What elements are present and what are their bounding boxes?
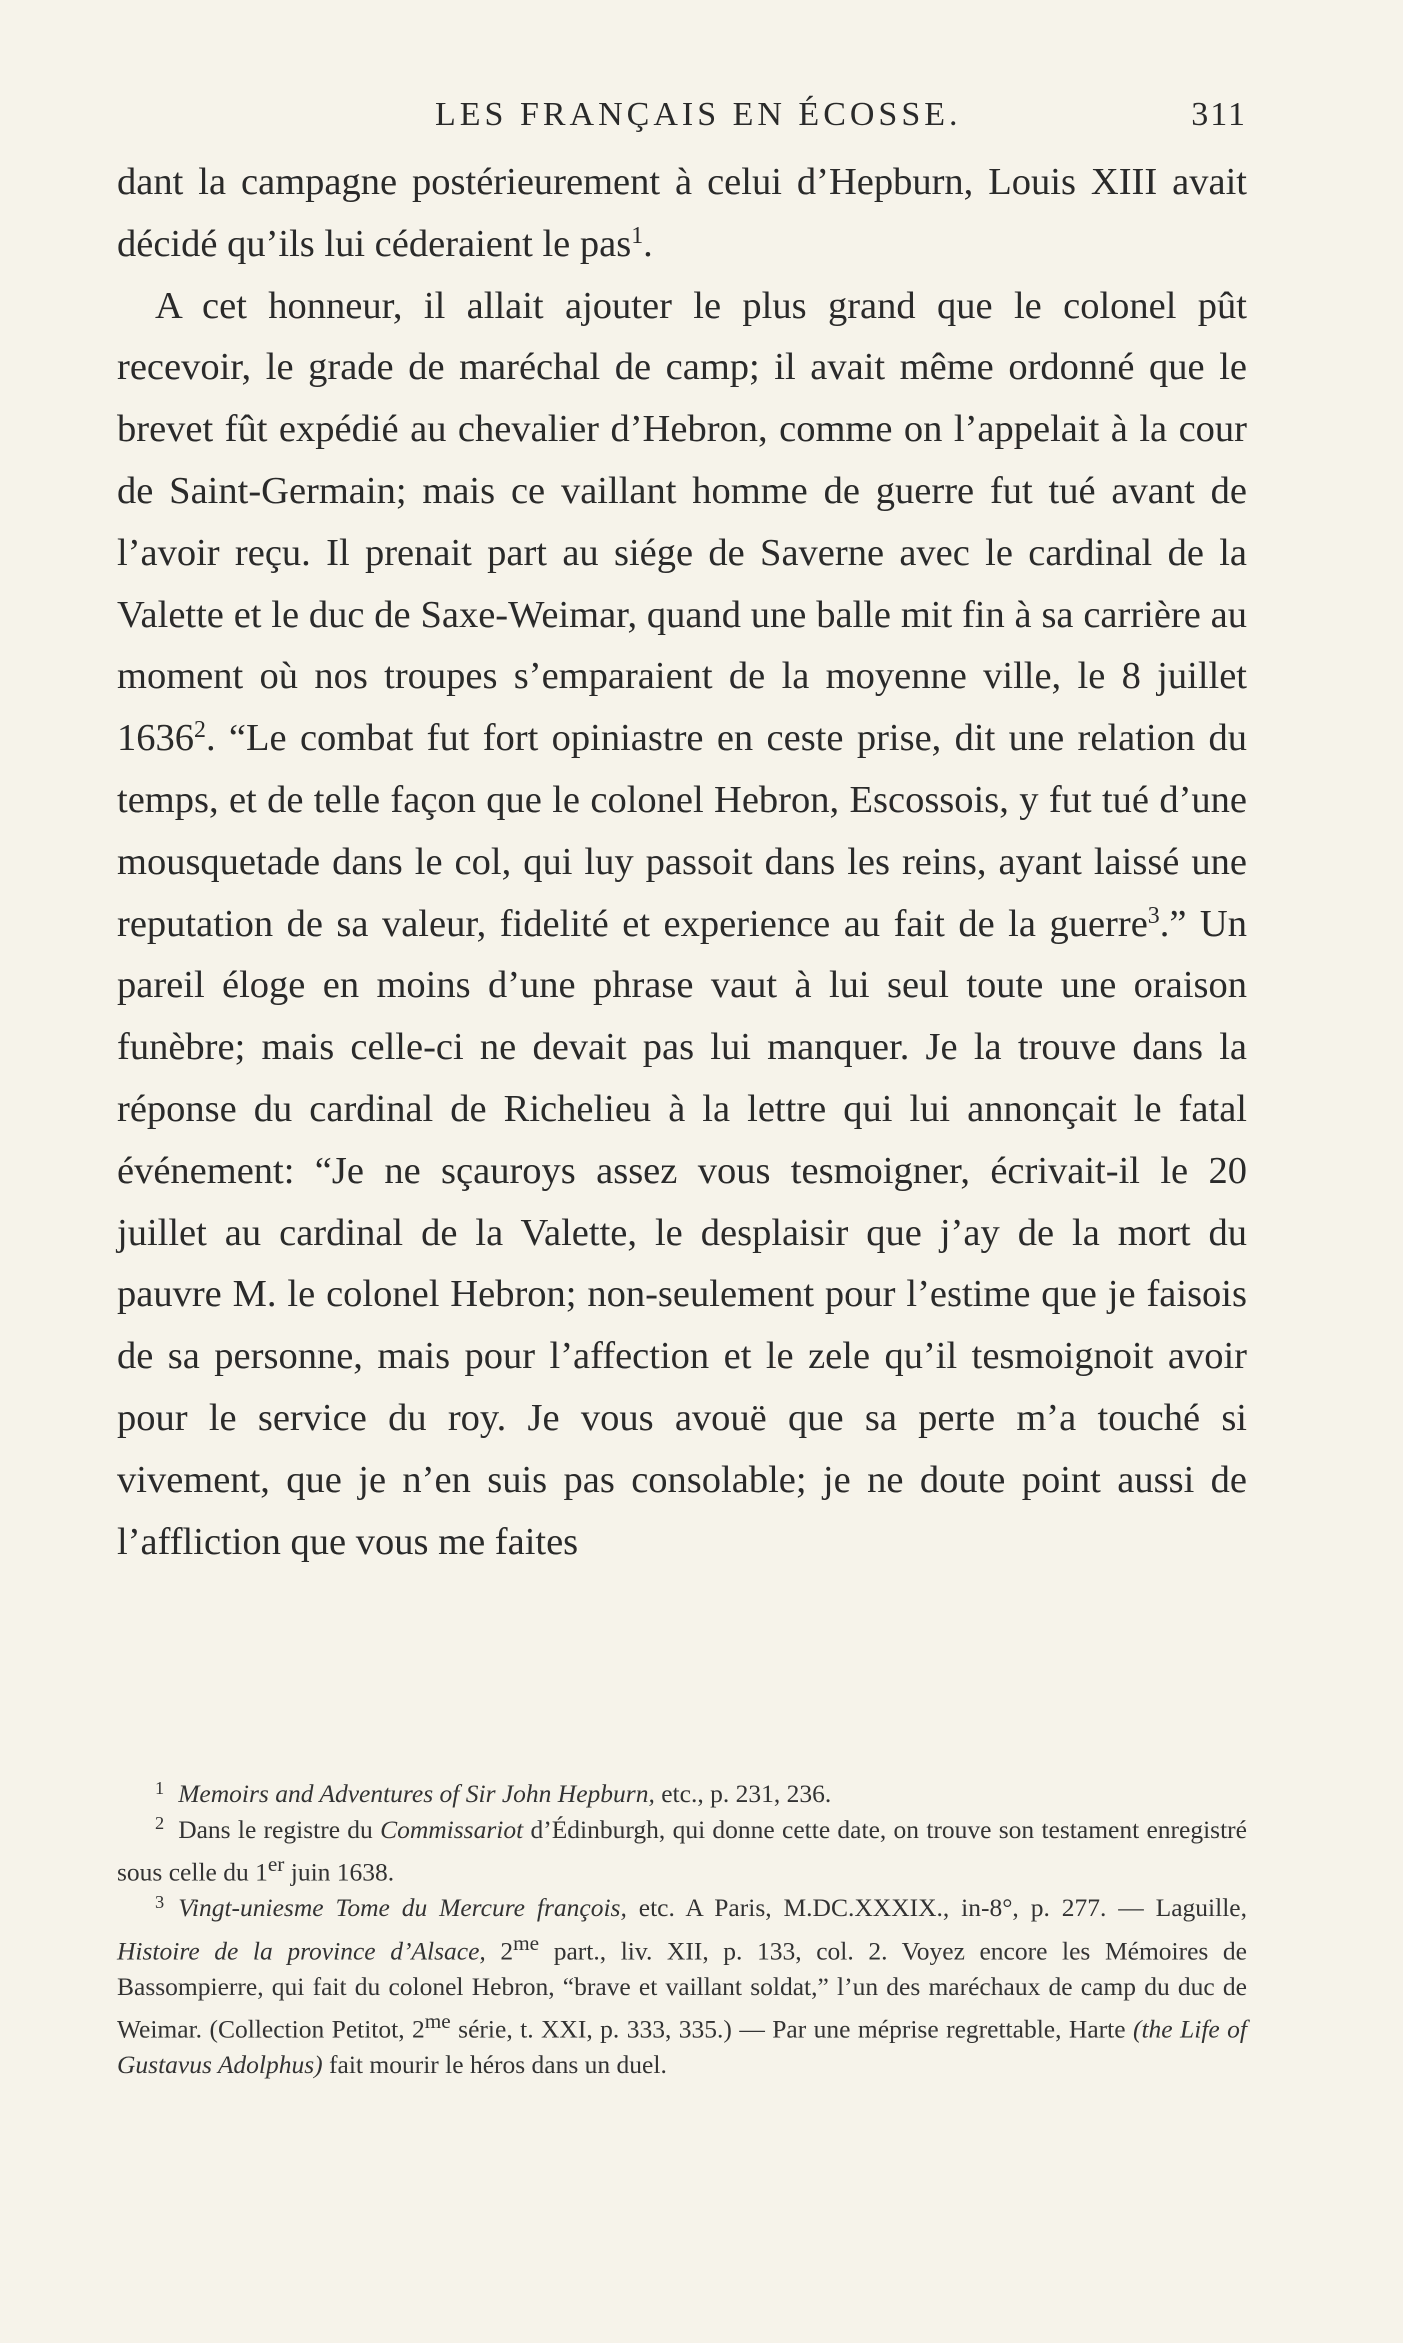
- footnote-1-number: 1: [155, 1777, 165, 1798]
- running-head: [117, 96, 1247, 144]
- footnote-3-title-1: Vingt-uniesme Tome du Mercure françois,: [178, 1893, 627, 1922]
- footnote-3-text-b: 2: [485, 1936, 514, 1965]
- footnote-2-title: Commissariot: [380, 1814, 524, 1844]
- footnotes: [117, 1776, 1247, 2083]
- footnote-1-rest: etc., p. 231, 236.: [654, 1779, 832, 1808]
- footnote-1: [117, 1776, 1247, 1812]
- page-number: 311: [1191, 96, 1247, 133]
- footnote-3-text-a: etc. A Paris, M.DC.XXXIX., in-8°, p. 277. — Laguille,: [626, 1893, 1247, 1922]
- footnote-3-text-d: série, t. XXI, p. 333, 335.) — Par une méprise regrettable, Harte: [450, 2014, 1133, 2044]
- paragraph-2: [117, 276, 1247, 1574]
- footnote-2-number: 2: [155, 1813, 165, 1834]
- paragraph-1-end: .: [643, 222, 653, 265]
- footnote-3: [117, 1890, 1247, 2083]
- footnote-ref-2: 2: [194, 717, 206, 744]
- footnote-3-sup-1: me: [513, 1930, 540, 1955]
- footnote-3-sup-2: me: [424, 2009, 451, 2033]
- paragraph-2-text-a: A cet honneur, il allait ajouter le plus grand que le colonel pût recevoir, le grade de maréchal de camp; il avait même ordonné que le brevet fût expédié au chevalier d’Hebron, comme on l’appelait à la cour de Saint-Germain; mais ce vaillant homme de guerre fut tué avant de l’avoir reçu. Il prenait part au siége de Saverne avec le cardinal de la Valette et le duc de Saxe-Weimar, quand une balle mit fin à sa carrière au moment où nos troupes s’emparaient de la moyenne ville, le 8 juillet 1636: [117, 284, 1247, 760]
- running-title: LES FRANÇAIS EN ÉCOSSE.: [435, 96, 962, 133]
- footnote-3-text-c: part., liv. XII, p. 133, col. 2. Voyez encore les Mémoires de Bassompierre, qui fait du colonel Hebron, “brave et vaillant soldat,” l’un des maréchaux de camp du duc de Weimar. (Collection Petitot, 2: [117, 1936, 1248, 2044]
- footnote-3-number: 3: [155, 1891, 165, 1912]
- footnote-2: [117, 1812, 1247, 1891]
- paragraph-1: [117, 152, 1247, 276]
- footnote-2-sup: er: [267, 1852, 285, 1876]
- footnote-2-text-c: juin 1638.: [284, 1857, 395, 1887]
- footnote-1-title: Memoirs and Adventures of Sir John Hepburn,: [178, 1779, 655, 1808]
- footnote-ref-1: 1: [631, 222, 644, 249]
- body-text: [117, 152, 1247, 1573]
- footnote-ref-3: 3: [1147, 902, 1160, 929]
- footnote-3-text-e: fait mourir le héros dans un duel.: [322, 2050, 667, 2079]
- footnote-3-title-2: Histoire de la province d’Alsace,: [117, 1936, 486, 1965]
- paragraph-2-text-c: .” Un pareil éloge en moins d’une phrase vaut à lui seul toute une oraison funèbre; mais celle-ci ne devait pas lui manquer. Je la trouve dans la réponse du cardinal de Richelieu à la lettre qui lui annonçait le fatal événement: “Je ne sçauroys assez vous tesmoigner, écrivait-il le 20 juillet au cardinal de la Valette, le desplaisir que j’ay de la mort du pauvre M. le colonel Hebron; non-seulement pour l’estime que je faisois de sa personne, mais pour l’affection et le zele qu’il tesmoignoit avoir pour le service du roy. Je vous avouë que sa perte m’a touché si vivement, que je n’en suis pas consolable; je ne doute point aussi de l’affliction que vous me faites: [117, 902, 1247, 1563]
- footnote-2-text-b: d’Édinburgh, qui donne cette date, on trouve son testament enregistré sous celle du 1: [117, 1814, 1247, 1887]
- paragraph-2-text-b: . “Le combat fut fort opiniastre en ceste prise, dit une relation du temps, et de telle façon que le colonel Hebron, Escossois, y fut tué d’une mousquetade dans le col, qui luy passoit dans les reins, ayant laissé une reputation de sa valeur, fidelité et experience au fait de la guerre: [117, 717, 1247, 945]
- paragraph-1-text: dant la campagne postérieurement à celui d’Hepburn, Louis XIII avait décidé qu’ils lui céderaient le pas: [117, 161, 1247, 265]
- footnote-3-title-3: (the Life of Gustavus Adolphus): [117, 2014, 1247, 2079]
- footnote-2-text-a: Dans le registre du: [178, 1814, 381, 1844]
